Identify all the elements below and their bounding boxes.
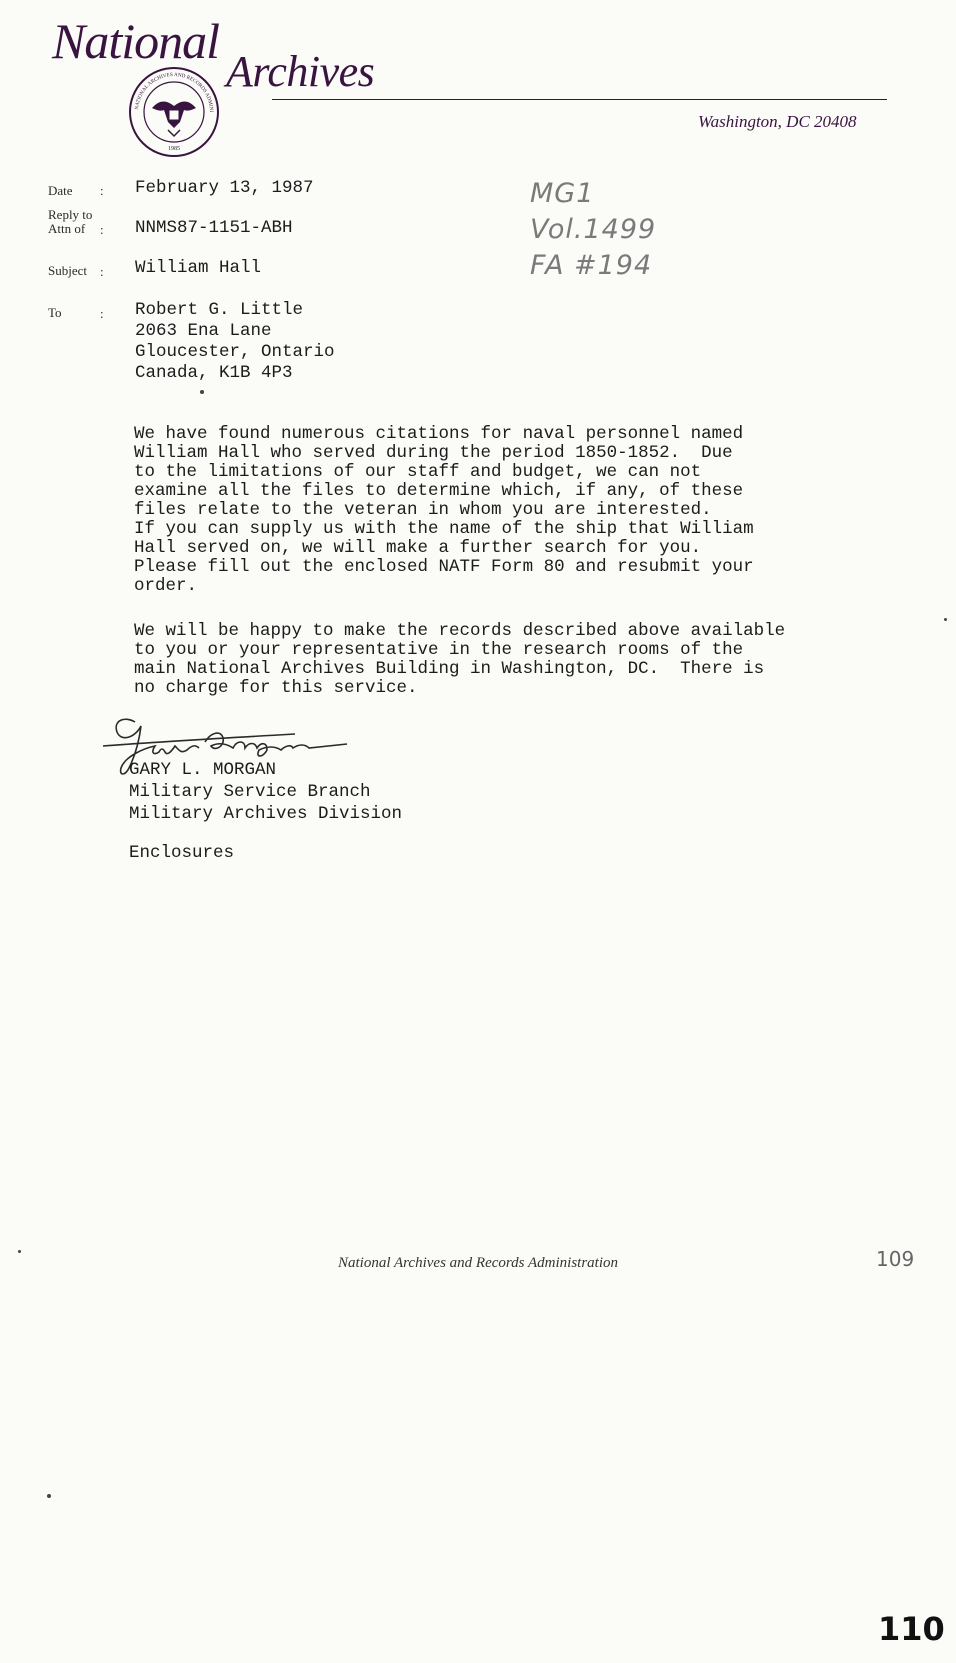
page-number: 110 xyxy=(878,1610,945,1648)
to-label: To xyxy=(48,305,62,320)
handwritten-note: MG1 xyxy=(530,178,595,209)
body-line: to you or your representative in the research rooms of the xyxy=(134,640,744,660)
handwritten-page-mark: 109 xyxy=(876,1247,915,1271)
nara-seal-icon xyxy=(128,66,220,158)
body-line: Please fill out the enclosed NATF Form 80 and resubmit your xyxy=(134,557,754,577)
body-line: examine all the files to determine which, if any, of these xyxy=(134,481,744,501)
body-paragraph-2 xyxy=(134,622,785,698)
body-line: We will be happy to make the records described above available xyxy=(134,621,786,641)
scan-speck xyxy=(18,1250,21,1253)
letterhead-name-line1: National xyxy=(52,13,220,69)
address-line: Gloucester, Ontario xyxy=(135,342,335,362)
reply-value: NNMS87-1151-ABH xyxy=(135,218,293,238)
scan-speck xyxy=(200,390,204,394)
letterhead-rule xyxy=(272,99,887,100)
reply-colon: : xyxy=(100,222,104,237)
body-line: main National Archives Building in Washington, DC. There is xyxy=(134,659,765,679)
address-line: Robert G. Little xyxy=(135,300,304,320)
footer-agency: National Archives and Records Administration xyxy=(338,1255,618,1271)
body-paragraph-1 xyxy=(134,425,754,596)
scan-speck xyxy=(944,618,947,621)
body-line: files relate to the veteran in whom you are interested. xyxy=(134,500,712,520)
signer-division: Military Archives Division xyxy=(129,804,403,824)
date-label: Date xyxy=(48,183,73,198)
signature-block xyxy=(129,759,402,825)
address-line: 2063 Ena Lane xyxy=(135,321,272,341)
recipient-address xyxy=(135,300,335,384)
letterhead-city: Washington, DC 20408 xyxy=(698,112,857,131)
body-line: no charge for this service. xyxy=(134,678,418,698)
signer-name: GARY L. MORGAN xyxy=(129,760,277,780)
handwritten-note: Vol.1499 xyxy=(530,214,657,245)
body-line: to the limitations of our staff and budget, we can not xyxy=(134,462,702,482)
body-line: Hall served on, we will make a further search for you. xyxy=(134,538,702,558)
subject-label: Subject xyxy=(48,263,87,278)
scan-speck xyxy=(47,1494,51,1498)
body-line: If you can supply us with the name of the ship that William xyxy=(134,519,754,539)
body-line: We have found numerous citations for naval personnel named xyxy=(134,424,744,444)
enclosures-note: Enclosures xyxy=(129,843,235,863)
seal-year: 1985 xyxy=(168,146,180,152)
address-line: Canada, K1B 4P3 xyxy=(135,363,293,383)
letterhead-name-line2: Archives xyxy=(226,47,375,96)
seal-text: NATIONAL ARCHIVES AND RECORDS ADMINI xyxy=(134,71,215,113)
subject-colon: : xyxy=(100,264,104,279)
reply-label-2: Attn of xyxy=(48,221,86,236)
body-line: order. xyxy=(134,576,198,596)
handwritten-note: FA #194 xyxy=(530,250,653,281)
body-line: William Hall who served during the period 1850-1852. Due xyxy=(134,443,733,463)
subject-value: William Hall xyxy=(135,258,262,278)
signer-branch: Military Service Branch xyxy=(129,782,371,802)
date-value: February 13, 1987 xyxy=(135,178,314,198)
reply-label-1: Reply to xyxy=(48,207,93,222)
date-colon: : xyxy=(100,183,104,198)
to-colon: : xyxy=(100,306,104,321)
